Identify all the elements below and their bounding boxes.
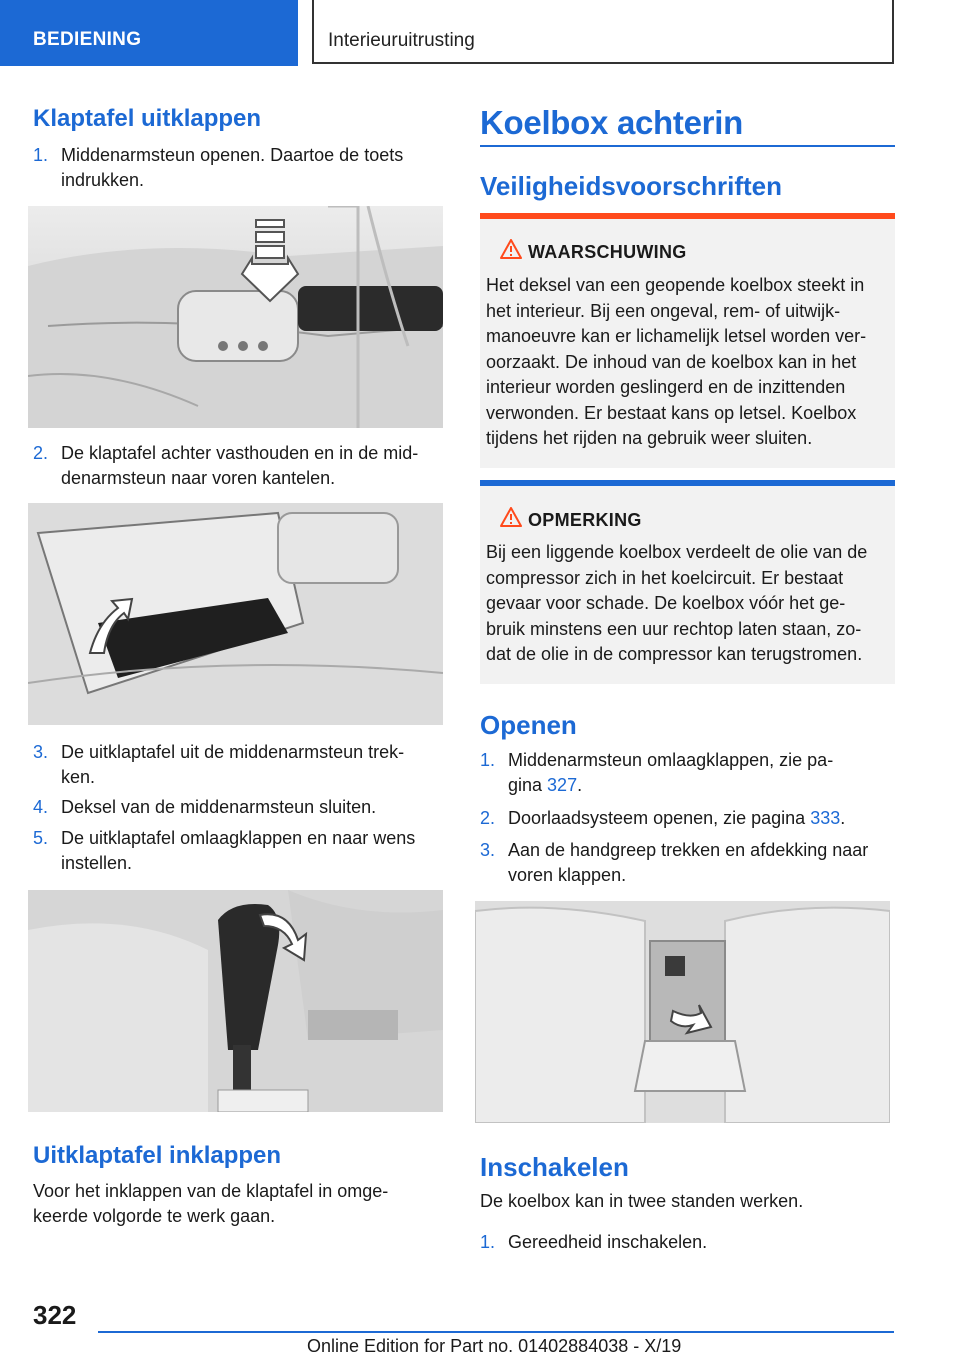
page-link-333[interactable]: 333 xyxy=(810,808,841,828)
heading-uitklaptafel-inklappen: Uitklaptafel inklappen xyxy=(33,1142,282,1169)
openen-step-3 xyxy=(480,838,895,888)
step-text: De klaptafel achter vasthouden en in de mid- denarmsteun naar voren kantelen. xyxy=(61,443,419,488)
openen-step-1 xyxy=(480,748,895,798)
illustration-coolbox-access xyxy=(475,901,890,1123)
step-text: De uitklaptafel uit de middenarmsteun trek- ken. xyxy=(61,742,405,787)
step-3 xyxy=(33,740,443,790)
footer-rule xyxy=(98,1331,894,1333)
page-link-327[interactable]: 327 xyxy=(547,775,578,795)
warning-icon xyxy=(500,239,522,259)
step-text: Doorlaadsysteem openen, zie pagina 333. xyxy=(508,808,846,828)
paragraph-inschakelen: De koelbox kan in twee standen werken. xyxy=(480,1191,804,1211)
step-number: 2. xyxy=(480,808,496,828)
heading-klaptafel-uitklappen: Klaptafel uitklappen xyxy=(33,105,262,132)
illustration-armrest-button xyxy=(28,206,443,428)
step-number: 1. xyxy=(480,1232,496,1252)
warning-callout xyxy=(480,213,895,468)
step-text: Aan de handgreep trekken en afdekking naar voren klappen. xyxy=(508,840,869,885)
step-text: De uitklaptafel omlaagklappen en naar wens instellen. xyxy=(61,828,416,873)
step-number: 2. xyxy=(33,443,49,463)
step-text: Deksel van de middenarmsteun sluiten. xyxy=(61,797,377,817)
warning-text: Het deksel van een geopende koelbox steekt in het interieur. Bij een ongeval, rem- of uitwijk- manoeuvre kan er lichamelijk letsel worden ver- oorzaakt. De inhoud van de koelbox kan in het interieur worden geslingerd en de inzittenden verwonden. Er bestaat kans op letsel. Koelbox tijdens het rijden na gebruik weer sluiten. xyxy=(486,275,867,448)
step-1 xyxy=(33,143,443,193)
title-rule xyxy=(480,145,895,147)
step-number: 4. xyxy=(33,797,49,817)
heading-openen: Openen xyxy=(480,710,577,740)
step-4 xyxy=(33,795,443,820)
chapter-label: BEDIENING xyxy=(33,29,142,50)
note-title: OPMERKING xyxy=(528,510,642,530)
openen-step-2 xyxy=(480,806,895,831)
chapter-tab[interactable] xyxy=(0,0,298,66)
note-callout xyxy=(480,480,895,684)
heading-koelbox-achterin: Koelbox achterin xyxy=(480,104,743,141)
step-text: Middenarmsteun openen. Daartoe de toets indrukken. xyxy=(61,145,404,190)
step-5 xyxy=(33,826,443,876)
footer-edition: Online Edition for Part no. 01402884038 - X/19 xyxy=(307,1336,682,1356)
step-number: 1. xyxy=(33,145,49,165)
warning-icon xyxy=(500,507,522,527)
step-number: 3. xyxy=(480,840,496,860)
step-text: Gereedheid inschakelen. xyxy=(508,1232,708,1252)
step-number: 3. xyxy=(33,742,49,762)
illustration-armrest-open xyxy=(28,503,443,725)
illustration-table-folding xyxy=(28,890,443,1112)
step-number: 5. xyxy=(33,828,49,848)
section-label: Interieuruitrusting xyxy=(328,30,475,51)
heading-veiligheidsvoorschriften: Veiligheidsvoorschriften xyxy=(480,171,782,201)
note-bar xyxy=(480,480,895,486)
warning-title: WAARSCHUWING xyxy=(528,242,687,262)
step-text: Middenarmsteun omlaagklappen, zie pa- gina 327. xyxy=(508,750,834,795)
step-2 xyxy=(33,441,443,491)
section-header xyxy=(312,0,894,64)
warning-bar xyxy=(480,213,895,219)
page-number: 322 xyxy=(33,1300,77,1330)
step-number: 1. xyxy=(480,750,496,770)
inschakelen-step-1 xyxy=(480,1230,895,1255)
heading-inschakelen: Inschakelen xyxy=(480,1152,629,1182)
paragraph-inklappen: Voor het inklappen van de klaptafel in omge- keerde volgorde te werk gaan. xyxy=(33,1181,389,1226)
note-text: Bij een liggende koelbox verdeelt de olie van de compressor zich in het koelcircuit. Er bestaat gevaar voor schade. De koelbox vóór het ge- bruik minstens een uur rechtop laten staan, zo- dat de olie in de compressor kan terugstromen. xyxy=(486,542,868,664)
